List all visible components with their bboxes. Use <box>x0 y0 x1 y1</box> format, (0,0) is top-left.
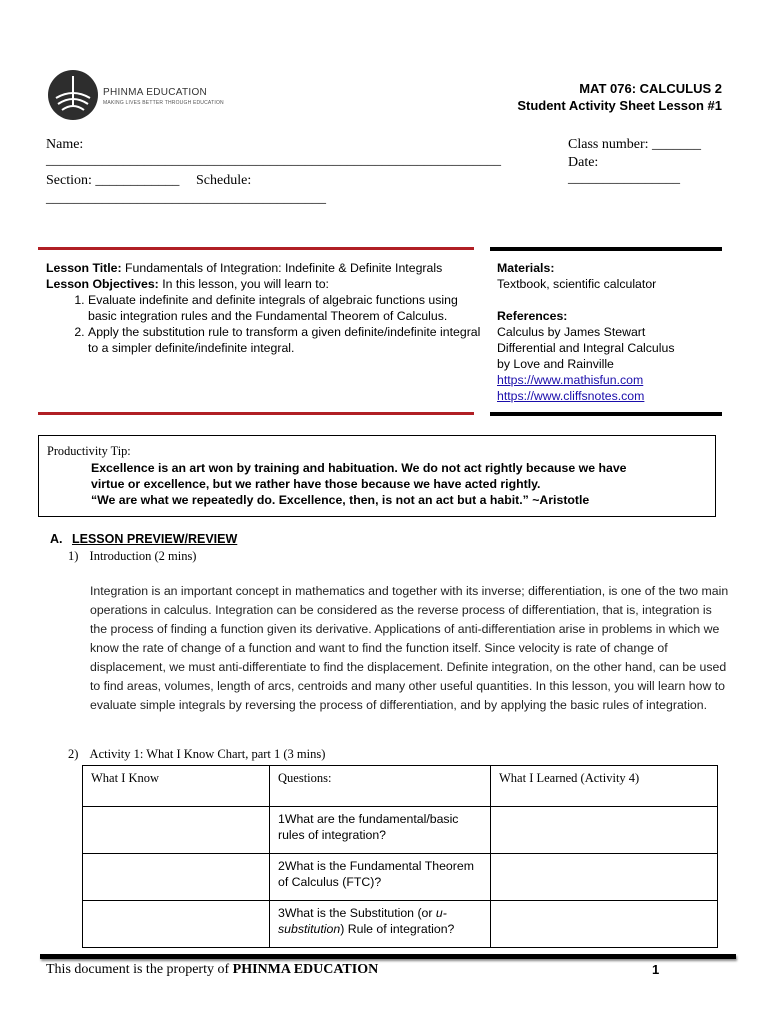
lesson-title-label: Lesson Title: <box>46 261 122 275</box>
column-header: Questions: <box>270 766 491 807</box>
objective-item: 1. Evaluate indefinite and definite integrals of algebraic functions using basic integration rules and the Fundamental Theorem of Calculus. <box>88 292 486 324</box>
question-cell: 1What are the fundamental/basic rules of integration? <box>270 807 491 854</box>
footer-bar <box>40 954 736 959</box>
section-field[interactable]: Section: ____________ <box>46 173 180 188</box>
item-number: 2) <box>68 747 79 761</box>
item-introduction <box>68 549 196 564</box>
class-number[interactable]: Class number: _______ <box>568 137 701 152</box>
question-text: ) Rule of integration? <box>340 922 455 936</box>
date-label: Date: <box>568 155 599 170</box>
footer-text <box>46 962 378 978</box>
references-label: References: <box>497 309 568 323</box>
column-header: What I Know <box>83 766 270 807</box>
reference-link[interactable]: https://www.mathisfun.com <box>497 373 644 387</box>
lesson-title: Fundamentals of Integration: Indefinite & Definite Integrals <box>125 261 443 275</box>
table-row <box>83 807 718 854</box>
course-code: MAT 076: CALCULUS 2 <box>579 81 722 96</box>
lesson-top-bar <box>38 247 474 250</box>
tip-label: Productivity Tip: <box>47 444 131 458</box>
section-letter: A. <box>50 532 63 546</box>
lesson-bottom-bar <box>38 412 474 415</box>
introduction-paragraph: Integration is an important concept in mathematics and together with its inverse; differentiation, is one of the two main operations in calculus. Integration can be considered as the reverse process of differentiation, that is, integration is the process of finding a function given its derivative. Applications of anti-differentiation arise in problems in which we know the rate of change of a function and want to find the function itself. Since velocity is rate of change of displacement, we must anti-differentiate to find the displacement. Definite integration, on the other hand, can be used to find areas, volumes, length of arcs, centroids and many other useful quantities. In this lesson, you will learn how to evaluate simple integrals by reversing the process of differentiation, and by applying the basic rules of integration. <box>90 584 729 712</box>
page-number: 1 <box>652 962 660 977</box>
question-emphasis: u-substitution <box>278 906 447 936</box>
objectives-intro: In this lesson, you will learn to: <box>162 277 329 291</box>
item-number: 1) <box>68 549 79 563</box>
materials-label: Materials: <box>497 261 555 275</box>
tip-text <box>91 460 627 508</box>
lesson-title-row <box>46 260 486 276</box>
item-label: Activity 1: What I Know Chart, part 1 (3 mins) <box>89 747 326 761</box>
column-header: What I Learned (Activity 4) <box>491 766 718 807</box>
learned-cell[interactable] <box>491 854 718 901</box>
item-label: Introduction (2 mins) <box>89 549 197 563</box>
learned-cell[interactable] <box>491 807 718 854</box>
productivity-tip-box <box>38 435 716 517</box>
reference-item: by Love and Rainville <box>497 357 614 371</box>
materials-bottom-bar <box>490 412 722 416</box>
table-header-row <box>83 766 718 807</box>
section-a-heading <box>50 532 237 546</box>
know-cell[interactable] <box>83 901 270 948</box>
schedule-label: Schedule: <box>196 173 252 188</box>
question-cell: 2What is the Fundamental Theorem of Calculus (FTC)? <box>270 854 491 901</box>
materials-top-bar <box>490 247 722 251</box>
sheet-title: Student Activity Sheet Lesson #1 <box>517 98 722 113</box>
learned-cell[interactable] <box>491 901 718 948</box>
table-row <box>83 901 718 948</box>
course-header <box>517 80 722 114</box>
materials-text: Textbook, scientific calculator <box>497 277 657 291</box>
reference-link[interactable]: https://www.cliffsnotes.com <box>497 389 645 403</box>
objectives-label: Lesson Objectives: <box>46 277 159 291</box>
schedule-line[interactable]: ________________________________________ <box>46 191 326 206</box>
tip-line: Excellence is an art won by training and habituation. We do not act rightly because we have <box>91 461 627 475</box>
tip-quote: “We are what we repeatedly do. Excellence, then, is not an act but a habit.” ~Aristotle <box>91 493 590 507</box>
know-cell[interactable] <box>83 807 270 854</box>
materials-info <box>497 260 727 404</box>
section-title: LESSON PREVIEW/REVIEW <box>71 532 238 546</box>
date-line[interactable]: ________________ <box>568 171 680 186</box>
item-activity-1 <box>68 747 325 762</box>
what-i-know-table <box>82 765 718 948</box>
objectives-list <box>46 292 486 356</box>
footer-owner: PHINMA EDUCATION <box>232 962 379 977</box>
name-line[interactable]: _________________________________________________________________ <box>46 153 501 168</box>
question-cell <box>270 901 491 948</box>
name-label: Name: <box>46 137 84 152</box>
objective-item: 2. Apply the substitution rule to transform a given definite/indefinite integral to a simpler definite/indefinite integral. <box>88 324 486 356</box>
objectives-row <box>46 276 486 292</box>
reference-item: Calculus by James Stewart <box>497 325 646 339</box>
reference-item: Differential and Integral Calculus <box>497 341 675 355</box>
logo-name: PHINMA EDUCATION <box>103 87 208 98</box>
footer-label: This document is the property of <box>46 962 233 977</box>
know-cell[interactable] <box>83 854 270 901</box>
question-text: 3What is the Substitution (or <box>278 906 436 920</box>
logo-tagline: MAKING LIVES BETTER THROUGH EDUCATION <box>103 100 224 106</box>
lesson-info <box>46 260 486 356</box>
table-row <box>83 854 718 901</box>
tip-line: virtue or excellence, but we rather have those because we have acted rightly. <box>91 477 541 491</box>
